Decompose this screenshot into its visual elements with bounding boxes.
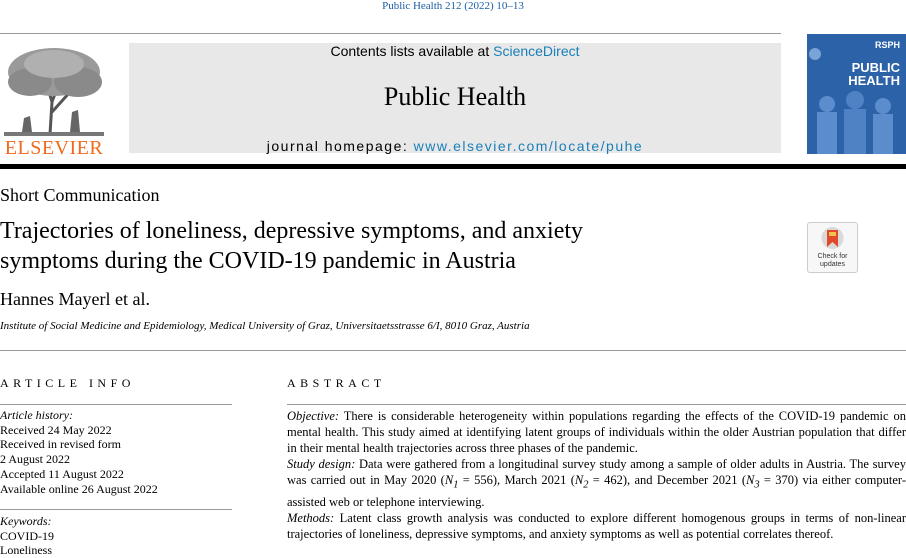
journal-cover-image[interactable] [807,34,906,154]
top-rule [0,33,781,34]
title-line-1: Trajectories of loneliness, depressive symptoms, and anxiety [0,218,584,244]
article-info-rule [0,404,232,405]
design-text: Data were gathered from a longitudinal survey study among a sample of older adults in Austria. The survey was carried out in May 2020 ( [287,457,906,487]
header-thick-rule [0,164,906,169]
abstract-design [287,456,906,510]
history-item: Received 24 May 2022 [0,422,112,437]
methods-label: Methods: [287,510,335,525]
tree-icon [0,42,108,138]
n3-value: = 370) via either computer-assisted web or telephone interviewing. [287,473,906,509]
affiliation: Institute of Social Medicine and Epidemiology, Medical University of Graz, Universitaetsstrasse 6/I, 8010 Graz, Austria [0,320,530,332]
affiliation-rule [0,350,906,351]
publisher-name: ELSEVIER [4,137,104,159]
journal-citation[interactable]: Public Health 212 (2022) 10–13 [382,0,524,12]
history-item: Accepted 11 August 2022 [0,466,124,481]
sciencedirect-link[interactable]: ScienceDirect [493,43,580,59]
article-type: Short Communication [0,185,160,205]
article-info-heading: ARTICLE INFO [0,376,135,390]
n2-sub: 2 [583,479,589,491]
contents-prefix: Contents lists available at [330,43,494,59]
homepage-prefix: journal homepage: [266,138,414,154]
keywords-label: Keywords: [0,514,52,528]
history-item: Received in revised form [0,437,121,452]
keyword-item[interactable]: Loneliness [0,543,52,558]
homepage-link[interactable]: www.elsevier.com/locate/puhe [413,138,644,154]
keyword-item[interactable]: COVID-19 [0,528,54,543]
contents-line [129,43,781,59]
homepage-line [129,138,781,154]
n2-symbol: N [574,473,584,487]
check-for-updates-button[interactable] [807,222,858,273]
article-history [0,408,158,496]
abstract-objective [287,408,906,456]
n3-symbol: N [746,473,755,487]
cover-title: PUBLIC HEALTH [848,60,900,88]
abstract-rule [287,404,906,405]
n1-value: = 556), March 2021 ( [458,473,575,487]
abstract-methods [287,510,906,542]
methods-text: Latent class growth analysis was conducted to explore different homogenous groups in terms of non-linear trajectories of loneliness, depressive symptoms, and anxiety symptoms as well as potential correlates thereof. [287,510,906,541]
journal-title: Public Health [383,82,527,111]
objective-label: Objective: [287,409,340,423]
check-updates-label: Check for updates [817,253,848,268]
article-title [0,216,740,276]
author-list[interactable]: Hannes Mayerl et al. [0,289,150,309]
n1-sub: 1 [453,479,459,491]
cover-people-icon [807,34,906,154]
title-line-2: symptoms during the COVID-19 pandemic in Austria [0,248,516,274]
abstract-body [287,408,906,542]
n2-value: = 462), and December 2021 ( [588,473,747,487]
objective-text: There is considerable heterogeneity within populations regarding the effects of the COVID-19 pandemic on mental health. This study aimed at identifying latent groups of individuals within the older Austrian population that differ in their mental health trajectories across three phases of the pandemic. [287,409,906,455]
bookmark-ribbon-icon [808,223,857,253]
cover-society: RSPH [874,40,900,50]
abstract-heading: ABSTRACT [287,376,386,390]
n3-sub: 3 [754,479,760,491]
keywords-rule [0,509,232,510]
history-label: Article history: [0,408,73,422]
history-item: 2 August 2022 [0,452,71,467]
keywords [0,514,54,558]
history-item: Available online 26 August 2022 [0,481,158,496]
n1-symbol: N [444,473,454,487]
design-label: Study design: [287,457,356,471]
